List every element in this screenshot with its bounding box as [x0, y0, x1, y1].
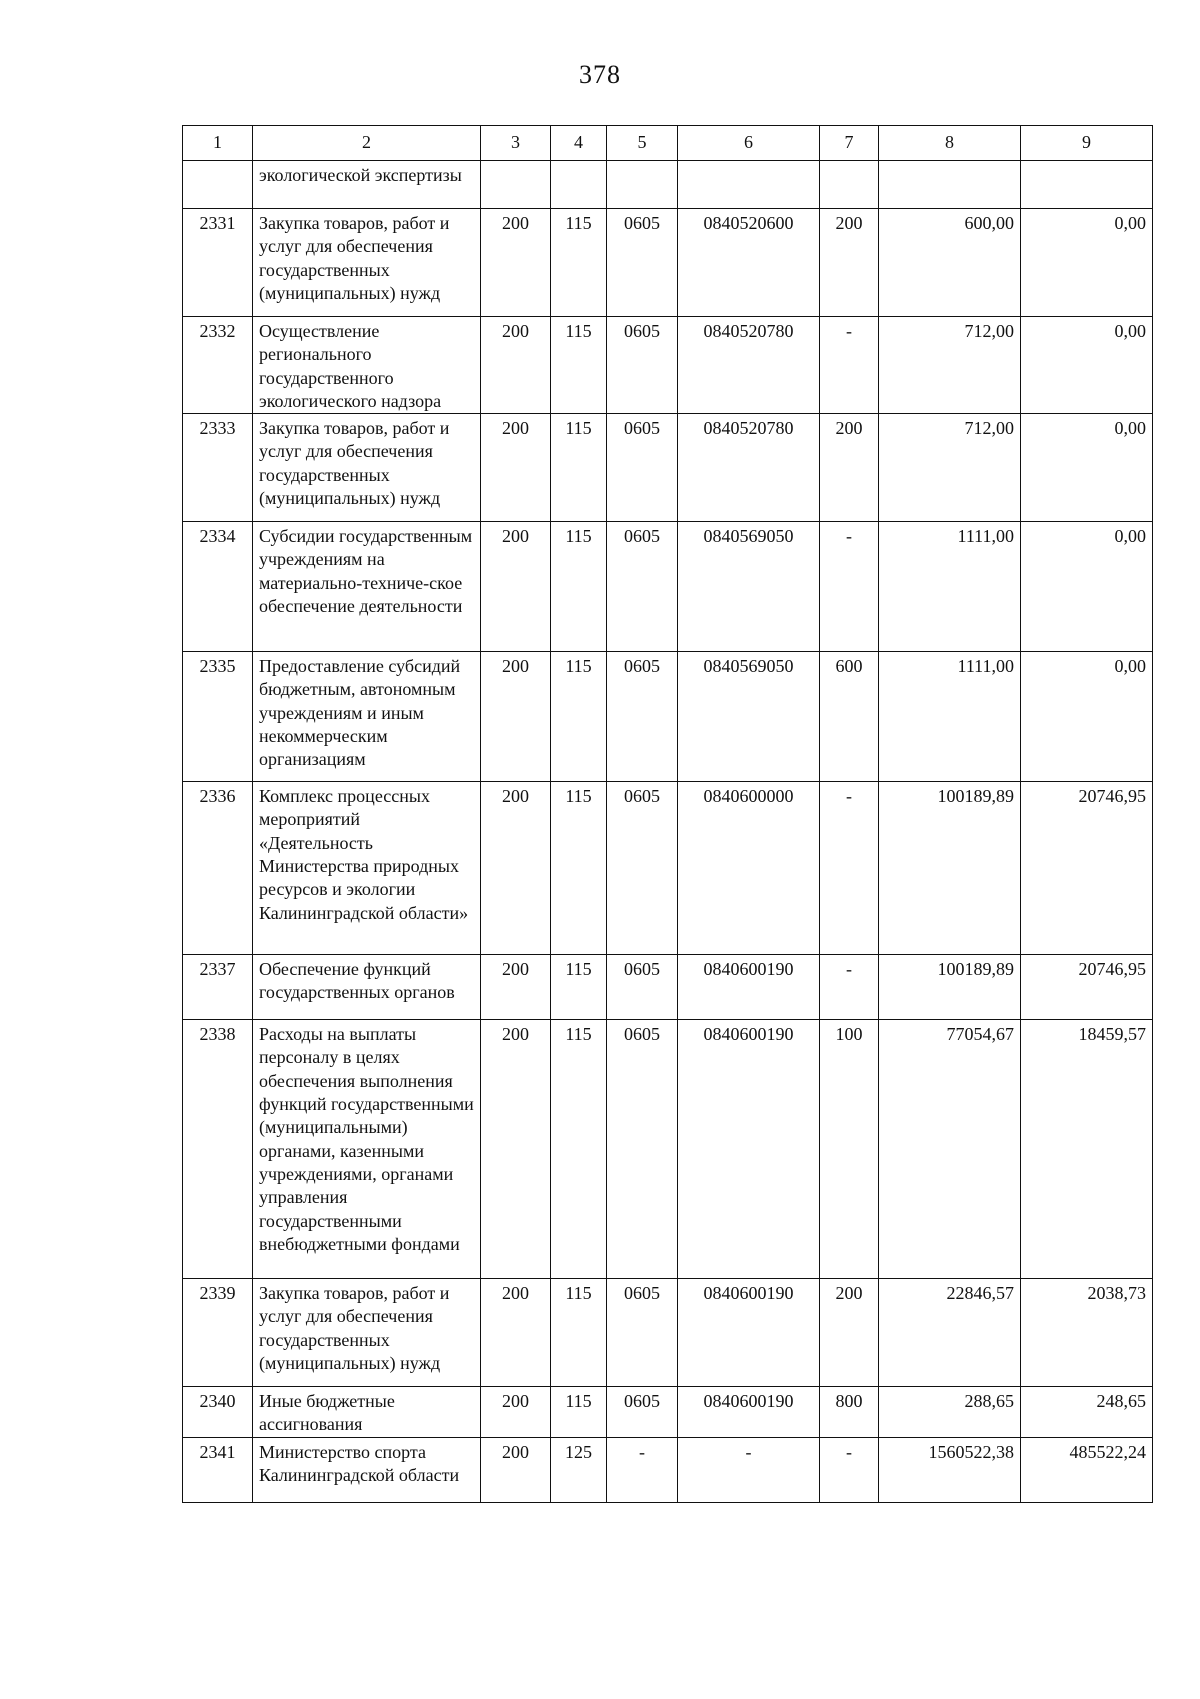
item-name-cell: Расходы на выплаты персоналу в целях обеспечения выполнения функций государственными (муниципальными) органами, казенными учреждениями, органами управления государственными внебюджетными фондами	[253, 1020, 481, 1279]
amount-col9-cell: 0,00	[1021, 317, 1153, 414]
target-article-cell: -	[678, 1437, 820, 1502]
page-number: 378	[579, 60, 621, 89]
item-name-cell: Министерство спорта Калининградской области	[253, 1437, 481, 1502]
amount-col9-cell: 0,00	[1021, 522, 1153, 652]
amount-col8-cell	[879, 161, 1021, 209]
amount-col9-cell: 20746,95	[1021, 782, 1153, 955]
ministry-code-cell: 200	[481, 209, 551, 317]
ministry-code-cell: 200	[481, 1020, 551, 1279]
row-number-cell: 2333	[183, 414, 253, 522]
table-row	[183, 1279, 1153, 1387]
expense-type-cell: 800	[820, 1387, 879, 1438]
ministry-code-cell: 200	[481, 1437, 551, 1502]
section-code-cell: 0605	[607, 414, 678, 522]
item-name-cell: Закупка товаров, работ и услуг для обеспечения государственных (муниципальных) нужд	[253, 209, 481, 317]
expense-type-cell: -	[820, 317, 879, 414]
column-header: 7	[820, 126, 879, 161]
department-code-cell: 115	[551, 955, 607, 1020]
amount-col8-cell: 1560522,38	[879, 1437, 1021, 1502]
department-code-cell	[551, 161, 607, 209]
section-code-cell: -	[607, 1437, 678, 1502]
table-row	[183, 955, 1153, 1020]
department-code-cell: 115	[551, 414, 607, 522]
department-code-cell: 115	[551, 522, 607, 652]
amount-col8-cell: 1111,00	[879, 522, 1021, 652]
target-article-cell: 0840569050	[678, 652, 820, 782]
table-row	[183, 652, 1153, 782]
expense-type-cell: -	[820, 782, 879, 955]
target-article-cell: 0840520780	[678, 414, 820, 522]
table-row	[183, 1387, 1153, 1438]
amount-col9-cell: 0,00	[1021, 414, 1153, 522]
ministry-code-cell	[481, 161, 551, 209]
expense-type-cell: 100	[820, 1020, 879, 1279]
ministry-code-cell: 200	[481, 1387, 551, 1438]
column-header: 4	[551, 126, 607, 161]
table-row	[183, 1437, 1153, 1502]
section-code-cell: 0605	[607, 1387, 678, 1438]
row-number-cell: 2336	[183, 782, 253, 955]
amount-col8-cell: 77054,67	[879, 1020, 1021, 1279]
target-article-cell: 0840600190	[678, 955, 820, 1020]
amount-col9-cell: 0,00	[1021, 652, 1153, 782]
section-code-cell: 0605	[607, 652, 678, 782]
department-code-cell: 115	[551, 782, 607, 955]
table-row	[183, 161, 1153, 209]
expense-type-cell: -	[820, 1437, 879, 1502]
expense-type-cell: 200	[820, 1279, 879, 1387]
table-row	[183, 782, 1153, 955]
ministry-code-cell: 200	[481, 652, 551, 782]
row-number-cell: 2332	[183, 317, 253, 414]
amount-col8-cell: 100189,89	[879, 782, 1021, 955]
target-article-cell	[678, 161, 820, 209]
table-row	[183, 522, 1153, 652]
expense-type-cell: 200	[820, 209, 879, 317]
expense-type-cell: -	[820, 522, 879, 652]
row-number-cell: 2338	[183, 1020, 253, 1279]
table-row	[183, 209, 1153, 317]
target-article-cell: 0840600190	[678, 1279, 820, 1387]
row-number-cell: 2341	[183, 1437, 253, 1502]
item-name-cell: Предоставление субсидий бюджетным, автономным учреждениям и иным некоммерческим организациям	[253, 652, 481, 782]
table-row	[183, 414, 1153, 522]
department-code-cell: 115	[551, 1020, 607, 1279]
amount-col8-cell: 712,00	[879, 317, 1021, 414]
target-article-cell: 0840520780	[678, 317, 820, 414]
expense-type-cell: 600	[820, 652, 879, 782]
item-name-cell: Закупка товаров, работ и услуг для обеспечения государственных (муниципальных) нужд	[253, 1279, 481, 1387]
header-row	[183, 126, 1153, 161]
target-article-cell: 0840600190	[678, 1020, 820, 1279]
target-article-cell: 0840600190	[678, 1387, 820, 1438]
ministry-code-cell: 200	[481, 414, 551, 522]
section-code-cell: 0605	[607, 317, 678, 414]
target-article-cell: 0840600000	[678, 782, 820, 955]
row-number-cell: 2335	[183, 652, 253, 782]
amount-col8-cell: 600,00	[879, 209, 1021, 317]
ministry-code-cell: 200	[481, 782, 551, 955]
section-code-cell: 0605	[607, 1020, 678, 1279]
amount-col9-cell	[1021, 161, 1153, 209]
column-header: 3	[481, 126, 551, 161]
expense-type-cell: 200	[820, 414, 879, 522]
item-name-cell: Иные бюджетные ассигнования	[253, 1387, 481, 1438]
column-header: 9	[1021, 126, 1153, 161]
amount-col9-cell: 18459,57	[1021, 1020, 1153, 1279]
target-article-cell: 0840520600	[678, 209, 820, 317]
amount-col9-cell: 248,65	[1021, 1387, 1153, 1438]
department-code-cell: 125	[551, 1437, 607, 1502]
item-name-cell: Субсидии государственным учреждениям на материально-техниче-ское обеспечение деятельности	[253, 522, 481, 652]
table-body	[183, 161, 1153, 1503]
section-code-cell: 0605	[607, 955, 678, 1020]
budget-table	[182, 125, 1153, 1503]
department-code-cell: 115	[551, 1387, 607, 1438]
row-number-cell: 2340	[183, 1387, 253, 1438]
table-row	[183, 317, 1153, 414]
section-code-cell: 0605	[607, 782, 678, 955]
section-code-cell: 0605	[607, 522, 678, 652]
target-article-cell: 0840569050	[678, 522, 820, 652]
section-code-cell: 0605	[607, 209, 678, 317]
amount-col8-cell: 22846,57	[879, 1279, 1021, 1387]
ministry-code-cell: 200	[481, 955, 551, 1020]
table-row	[183, 1020, 1153, 1279]
column-header: 6	[678, 126, 820, 161]
expense-type-cell	[820, 161, 879, 209]
row-number-cell: 2334	[183, 522, 253, 652]
amount-col9-cell: 20746,95	[1021, 955, 1153, 1020]
item-name-cell: Осуществление регионального государственного экологического надзора	[253, 317, 481, 414]
amount-col9-cell: 0,00	[1021, 209, 1153, 317]
item-name-cell: Обеспечение функций государственных органов	[253, 955, 481, 1020]
column-header: 1	[183, 126, 253, 161]
amount-col9-cell: 2038,73	[1021, 1279, 1153, 1387]
item-name-cell: Закупка товаров, работ и услуг для обеспечения государственных (муниципальных) нужд	[253, 414, 481, 522]
ministry-code-cell: 200	[481, 1279, 551, 1387]
row-number-cell	[183, 161, 253, 209]
section-code-cell: 0605	[607, 1279, 678, 1387]
ministry-code-cell: 200	[481, 522, 551, 652]
column-header: 8	[879, 126, 1021, 161]
department-code-cell: 115	[551, 317, 607, 414]
row-number-cell: 2331	[183, 209, 253, 317]
item-name-cell: Комплекс процессных мероприятий «Деятельность Министерства природных ресурсов и экологии Калининградской области»	[253, 782, 481, 955]
row-number-cell: 2337	[183, 955, 253, 1020]
column-header: 2	[253, 126, 481, 161]
row-number-cell: 2339	[183, 1279, 253, 1387]
amount-col8-cell: 288,65	[879, 1387, 1021, 1438]
department-code-cell: 115	[551, 652, 607, 782]
amount-col9-cell: 485522,24	[1021, 1437, 1153, 1502]
ministry-code-cell: 200	[481, 317, 551, 414]
expense-type-cell: -	[820, 955, 879, 1020]
department-code-cell: 115	[551, 1279, 607, 1387]
department-code-cell: 115	[551, 209, 607, 317]
amount-col8-cell: 712,00	[879, 414, 1021, 522]
section-code-cell	[607, 161, 678, 209]
amount-col8-cell: 100189,89	[879, 955, 1021, 1020]
column-header: 5	[607, 126, 678, 161]
item-name-cell: экологической экспертизы	[253, 161, 481, 209]
amount-col8-cell: 1111,00	[879, 652, 1021, 782]
